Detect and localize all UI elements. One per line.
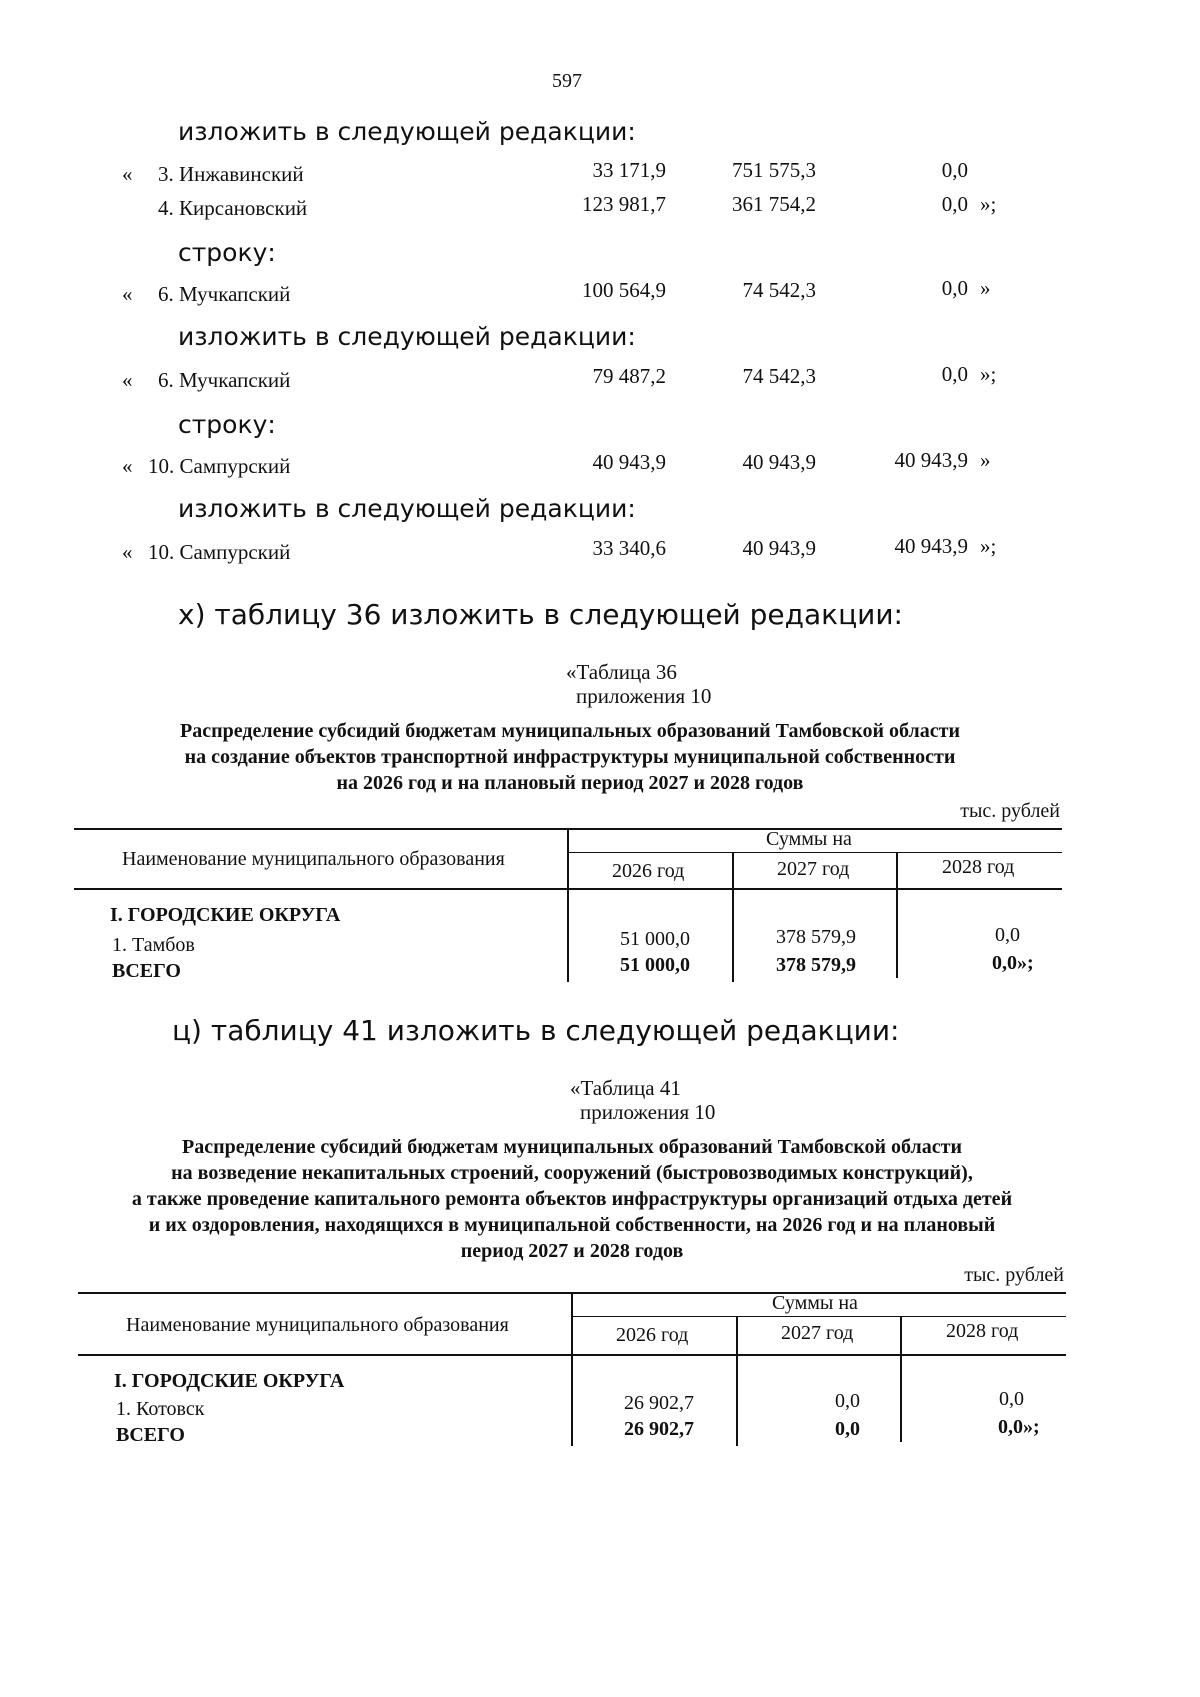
column-header-sums: Суммы на	[772, 1292, 858, 1314]
table-subheader-rule	[568, 852, 1062, 853]
page-number: 597	[552, 70, 582, 92]
row-name: 1. Котовск	[116, 1398, 205, 1420]
table-title-line: период 2027 и 2028 годов	[460, 1240, 684, 1262]
total-label: ВСЕГО	[116, 1424, 185, 1446]
cell-2026: 26 902,7	[624, 1392, 694, 1414]
total-2028: 0,0»;	[998, 1416, 1040, 1438]
total-2026: 51 000,0	[620, 954, 690, 976]
open-quote: «	[122, 162, 133, 186]
table-col-divider	[900, 1316, 902, 1442]
value-2028: 40 943,9	[894, 534, 968, 558]
value-2028: 0,0	[941, 158, 968, 182]
table-col-divider	[896, 852, 898, 978]
column-header-year: 2026 год	[616, 1324, 689, 1346]
value-2027: 74 542,3	[742, 278, 816, 302]
table-title-line: на создание объектов транспортной инфраструктуры муниципальной собственности	[184, 746, 956, 768]
table-subheader-rule	[572, 1316, 1066, 1317]
cell-2028: 0,0	[995, 924, 1020, 946]
value-2026: 100 564,9	[582, 278, 666, 302]
open-quote: «	[122, 368, 133, 392]
table-title-line: на 2026 год и на плановый период 2027 и 2028 годов	[336, 772, 804, 794]
close-quote: »;	[980, 192, 997, 216]
table-title-line: Распределение субсидий бюджетам муниципальных образований Тамбовской области	[182, 1136, 962, 1158]
value-2026: 123 981,7	[582, 192, 666, 216]
cell-2027: 378 579,9	[776, 926, 856, 948]
district-name: 3. Инжавинский	[158, 162, 304, 186]
close-quote: »	[980, 276, 991, 300]
value-2026: 33 340,6	[592, 536, 666, 560]
column-header-year: 2028 год	[946, 1320, 1019, 1342]
value-2026: 40 943,9	[592, 450, 666, 474]
cell-2027: 0,0	[835, 1390, 860, 1412]
total-2027: 0,0	[835, 1418, 860, 1440]
column-header-year: 2027 год	[777, 858, 850, 880]
amendment-heading: изложить в следующей редакции:	[178, 117, 636, 146]
district-name: 4. Кирсановский	[158, 196, 308, 220]
value-2027: 74 542,3	[742, 364, 816, 388]
column-header-name: Наименование муниципального образования	[126, 1314, 509, 1336]
table-title-line: на возведение некапитальных строений, сооружений (быстровозводимых конструкций),	[171, 1162, 973, 1184]
value-2028: 40 943,9	[894, 448, 968, 472]
table-title-line: а также проведение капитального ремонта объектов инфраструктуры организаций отдыха детей	[131, 1188, 1013, 1210]
amendment-heading: изложить в следующей редакции:	[178, 494, 636, 523]
open-quote: «	[122, 454, 133, 478]
table-title	[100, 1134, 1044, 1264]
table-title-line: и их оздоровления, находящихся в муниципальной собственности, на 2026 год и на плановый	[148, 1214, 996, 1236]
amendment-heading: строку:	[178, 238, 276, 267]
open-quote: «	[122, 540, 133, 564]
table-title-line: Распределение субсидий бюджетам муниципальных образований Тамбовской области	[180, 720, 960, 742]
amendment-heading: изложить в следующей редакции:	[178, 322, 636, 351]
district-name: 6. Мучкапский	[158, 368, 291, 392]
column-header-sums: Суммы на	[766, 828, 852, 850]
district-name: 10. Сампурский	[148, 540, 291, 564]
table-caption: «Таблица 41	[570, 1076, 681, 1100]
table-col-divider	[571, 1292, 573, 1446]
section-instruction: ц) таблицу 41 изложить в следующей редакции:	[172, 1014, 900, 1047]
open-quote: «	[122, 282, 133, 306]
table-caption-appendix: приложения 10	[576, 684, 712, 708]
total-2028: 0,0»;	[992, 952, 1034, 974]
column-header-year: 2026 год	[612, 860, 685, 882]
close-quote: »;	[980, 534, 997, 558]
total-2026: 26 902,7	[624, 1418, 694, 1440]
value-2028: 0,0	[941, 192, 968, 216]
table-col-divider	[567, 828, 569, 982]
group-heading: I. ГОРОДСКИЕ ОКРУГА	[110, 904, 341, 926]
value-2028: 0,0	[941, 276, 968, 300]
district-name: 6. Мучкапский	[158, 282, 291, 306]
column-header-name: Наименование муниципального образования	[122, 848, 505, 870]
value-2027: 751 575,3	[732, 158, 816, 182]
section-instruction: х) таблицу 36 изложить в следующей редакции:	[178, 598, 903, 631]
close-quote: »;	[980, 362, 997, 386]
table-col-divider	[736, 1316, 738, 1446]
column-header-year: 2028 год	[942, 856, 1015, 878]
table-caption-appendix: приложения 10	[580, 1100, 716, 1124]
column-header-year: 2027 год	[781, 1322, 854, 1344]
group-heading: I. ГОРОДСКИЕ ОКРУГА	[114, 1370, 345, 1392]
value-2027: 361 754,2	[732, 192, 816, 216]
unit-label: тыс. рублей	[960, 800, 1060, 822]
value-2026: 33 171,9	[592, 158, 666, 182]
table-col-divider	[732, 852, 734, 982]
value-2026: 79 487,2	[592, 364, 666, 388]
value-2027: 40 943,9	[742, 536, 816, 560]
table-caption: «Таблица 36	[566, 660, 677, 684]
total-2027: 378 579,9	[776, 954, 856, 976]
amendment-heading: строку:	[178, 410, 276, 439]
value-2028: 0,0	[941, 362, 968, 386]
value-2027: 40 943,9	[742, 450, 816, 474]
row-name: 1. Тамбов	[112, 934, 195, 956]
total-label: ВСЕГО	[112, 960, 181, 982]
cell-2028: 0,0	[999, 1388, 1024, 1410]
district-name: 10. Сампурский	[148, 454, 291, 478]
table-title	[100, 718, 1040, 796]
unit-label: тыс. рублей	[964, 1264, 1064, 1286]
cell-2026: 51 000,0	[620, 928, 690, 950]
close-quote: »	[980, 448, 991, 472]
